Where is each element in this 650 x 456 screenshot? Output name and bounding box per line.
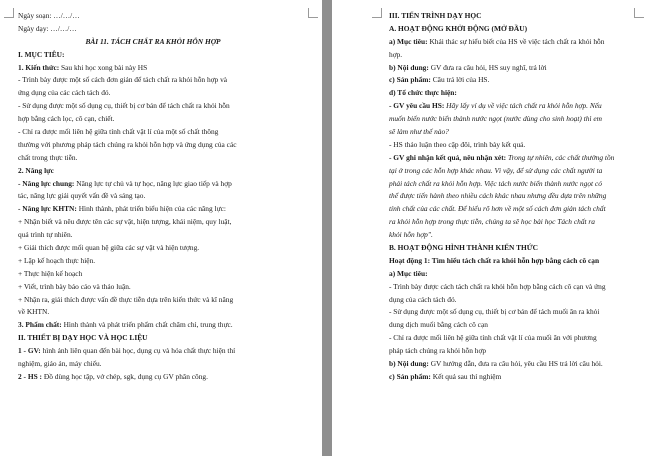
text-line-rest: hình ảnh liên quan đến bài học, dụng cụ và hóa chất thực hiện thí [40, 346, 236, 356]
text-line: Ngày soạn: …/…/… [18, 11, 80, 20]
text-line: - Sử dụng được một số dụng cụ, thiết bị cơ bản để tách muối ăn ra khỏi [389, 307, 600, 317]
text-line [332, 358, 650, 371]
text-line-lead: b) Nội dung: [389, 62, 429, 72]
text-line: - Chỉ ra được mối liên hệ giữa tính chất vật lí của một số chất thông [18, 127, 219, 137]
text-line: tính chất của các chất. Để hiểu rõ hơn về một số cách đơn giản tách chất [389, 204, 606, 214]
text-line-lead: 2 - HS : [18, 371, 43, 381]
text-line: sẽ làm như thế nào? [389, 127, 449, 137]
text-line: III. TIẾN TRÌNH DẠY HỌC [389, 11, 482, 20]
text-line-rest: Đồ dùng học tập, vở chép, sgk, dụng cụ GV phân công. [42, 371, 208, 381]
text-line-rest: Trong tự nhiên, các chất thường tồn [506, 152, 615, 162]
text-line [332, 100, 650, 113]
text-line: thể được tiến hành theo nhiều cách khác nhau nhưng đều dựa trên những [389, 191, 607, 201]
text-line-rest: Câu trả lời của HS. [430, 75, 490, 85]
text-line: - Trình bày được cách tách chất ra khỏi hỗn hợp bằng cách cô cạn và ứng [389, 281, 606, 291]
text-line: + Thực hiện kế hoạch [18, 268, 83, 278]
lesson-title: BÀI 11. TÁCH CHẤT RA KHỎI HỖN HỢP [85, 36, 221, 46]
text-line: chất trong thực tiễn. [18, 152, 78, 162]
text-line: Ngày dạy: …/…/… [18, 23, 77, 33]
text-line [332, 62, 650, 75]
text-line: - Chỉ ra được mối liên hệ giữa tính chất vật lí của muối ăn với phương [389, 333, 597, 343]
text-line: + Nhận ra, giải thích được vấn đề thực tiễn dựa trên kiến thức và kĩ năng [18, 294, 234, 304]
text-line-rest: Sau khi học xong bài này HS [59, 62, 148, 72]
text-line: hợp bằng cách lọc, cô cạn, chiết. [18, 114, 115, 124]
page-text-body[interactable] [0, 10, 322, 384]
text-line: dung dịch muối bằng cách cô cạn [389, 320, 488, 330]
text-line: pháp tách chúng ra khỏi hỗn hợp [389, 346, 487, 356]
document-page-right[interactable] [332, 0, 650, 456]
text-line: + Lập kế hoạch thực hiện. [18, 255, 96, 265]
text-line: quá trình tự nhiên. [18, 230, 73, 240]
text-line-rest: GV đưa ra câu hỏi, HS suy nghĩ, trả lời [428, 62, 547, 72]
text-line-lead: 1. Kiến thức: [18, 62, 60, 72]
text-line: 2. Năng lực [18, 165, 54, 175]
text-line-rest: Kết quả sau thí nghiệm [430, 371, 502, 381]
text-line [0, 371, 322, 384]
text-line: hợp. [389, 49, 403, 59]
text-line-rest: Hình thành và phát triển phẩm chất chăm chỉ, trung thực. [61, 320, 233, 330]
text-line: tại ở trong các hỗn hợp khác nhau. Vì vậy, để sử dụng các chất người ta [389, 165, 603, 175]
page-text-body[interactable] [332, 10, 650, 384]
text-line: II. THIẾT BỊ DẠY HỌC VÀ HỌC LIỆU [18, 333, 148, 343]
text-line-lead: 3. Phẩm chất: [18, 320, 62, 330]
text-line [0, 203, 322, 216]
text-line-rest: Khái thác sự hiểu biết của HS về việc tách chất ra khỏi hỗn [427, 36, 605, 46]
text-line-lead: - Năng lực chung: [18, 178, 75, 188]
text-line-lead: c) Sản phẩm: [389, 371, 431, 381]
text-line: - HS thảo luận theo cặp đôi, trình bày kết quả. [389, 139, 526, 149]
text-line: a) Mục tiêu: [389, 268, 428, 278]
text-line-lead: 1 - GV: [18, 346, 41, 356]
text-line [0, 62, 322, 75]
text-line-lead: - GV yêu cầu HS: [389, 101, 445, 111]
text-line: nghiệm, giáo án, máy chiếu. [18, 359, 102, 369]
text-line [332, 371, 650, 384]
text-line: - Trình bày được một số cách đơn giản để tách chất ra khỏi hỗn hợp và [18, 75, 228, 85]
text-line [332, 74, 650, 87]
text-line [0, 345, 322, 358]
text-line [0, 319, 322, 332]
text-line: thường với phương pháp tách chúng ra khỏi hỗn hợp và ứng dụng của các [18, 139, 237, 149]
text-line: B. HOẠT ĐỘNG HÌNH THÀNH KIẾN THỨC [389, 243, 538, 253]
text-line-lead: c) Sản phẩm: [389, 75, 431, 85]
text-line: khỏi hỗn hợp". [389, 230, 433, 240]
text-line [332, 152, 650, 165]
text-line: Hoạt động 1: Tìm hiểu tách chất ra khỏi hỗn hợp bằng cách cô cạn [389, 255, 600, 265]
text-line-rest: Hãy lấy ví dụ về việc tách chất ra khỏi hỗn hợp. Nếu [444, 101, 602, 111]
text-line: + Giải thích được mối quan hệ giữa các sự vật và hiện tượng. [18, 243, 200, 253]
document-page-left[interactable] [0, 0, 322, 456]
text-line: + Viết, trình bày báo cáo và thảo luận. [18, 281, 131, 291]
text-line: phải tách chất ra khỏi hỗn hợp. Việc tách nước biển thành nước ngọt có [389, 178, 602, 188]
text-line-rest: Năng lực tự chủ và tự học, năng lực giao tiếp và hợp [74, 178, 232, 188]
text-line: muốn biến nước biển thành nước ngọt (nước dùng cho sinh hoạt) thì em [389, 114, 602, 124]
text-line [332, 36, 650, 49]
text-line-lead: b) Nội dung: [389, 359, 429, 369]
text-line: + Nhận biết và nêu được tên các sự vật, hiện tượng, khái niệm, quy luật, [18, 217, 232, 227]
text-line: A. HOẠT ĐỘNG KHỞI ĐỘNG (MỞ ĐẦU) [389, 23, 528, 33]
text-line: ứng dụng của các cách tách đó. [18, 88, 111, 98]
text-line: - Sử dụng được một số dụng cụ, thiết bị cơ bản để tách chất ra khỏi hỗn [18, 101, 230, 111]
text-line: d) Tổ chức thực hiện: [389, 88, 457, 98]
text-line-lead: a) Mục tiêu: [389, 36, 428, 46]
text-line: ra khỏi hỗn hợp trong thực tiễn, chúng ta sẽ học bài học Tách chất ra [389, 217, 595, 227]
text-line: dụng của cách tách đó. [389, 294, 457, 304]
text-line-lead: - GV ghi nhận kết quả, nêu nhận xét: [389, 152, 507, 162]
text-line-rest: GV hướng dẫn, đưa ra câu hỏi, yêu cầu HS trả lời câu hỏi. [428, 359, 603, 369]
text-line: về KHTN. [18, 307, 50, 317]
text-line-lead: - Năng lực KHTN: [18, 204, 77, 214]
text-line-rest: Hình thành, phát triển biểu hiện của các năng lực: [76, 204, 226, 214]
text-line [0, 178, 322, 191]
text-line: I. MỤC TIÊU: [18, 49, 65, 59]
text-line: tác, năng lực giải quyết vấn đề và sáng tạo. [18, 191, 146, 201]
